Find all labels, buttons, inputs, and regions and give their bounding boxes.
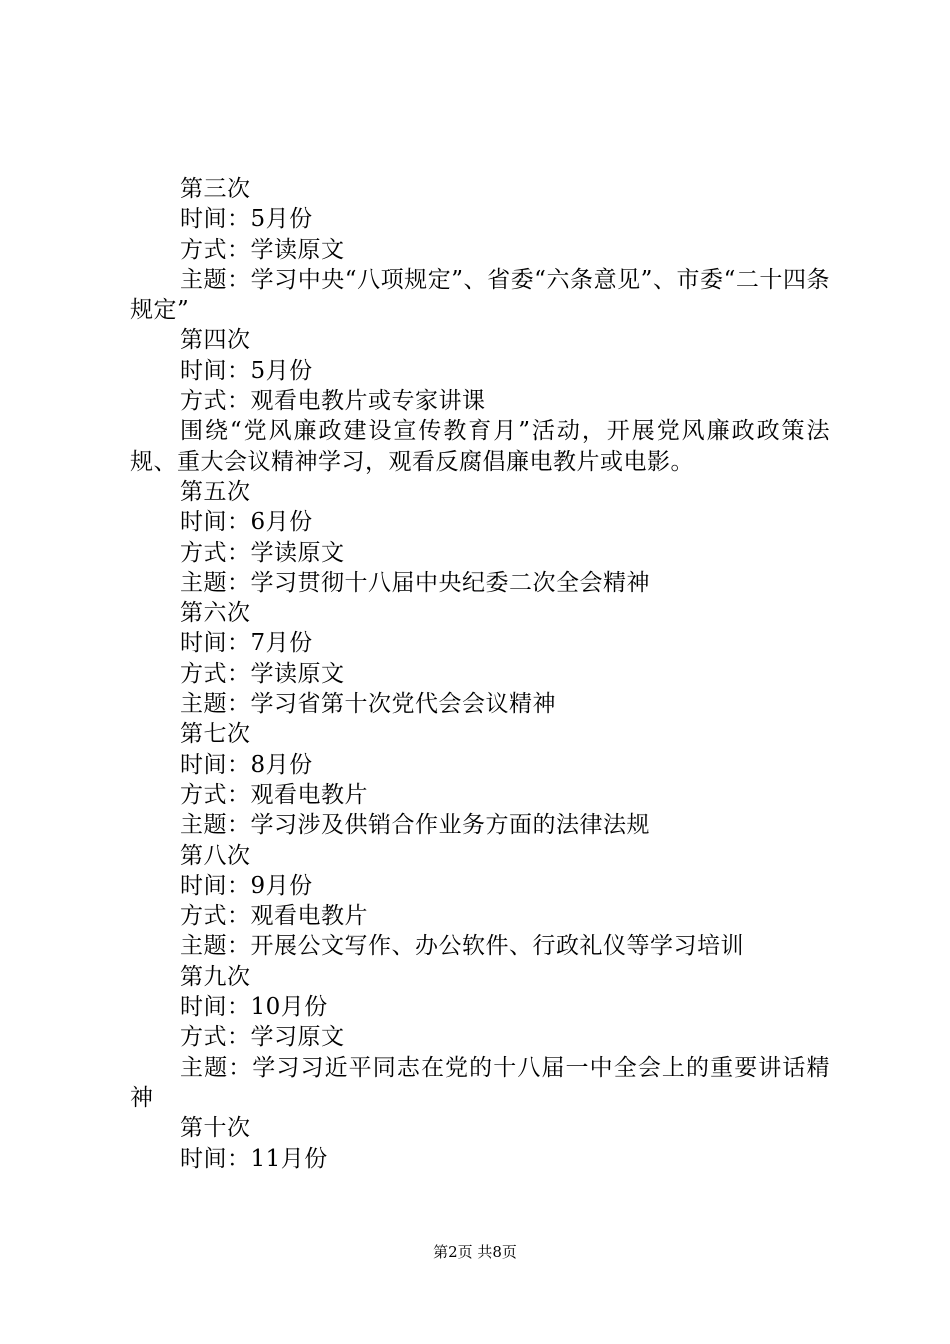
method-line: 方式：学读原文 [180,236,345,263]
time-line: 时间：5月份 [180,357,313,384]
time-line: 时间：5月份 [180,206,313,233]
time-line: 时间：9月份 [180,872,313,899]
section-heading: 第八次 [180,842,251,869]
time-line: 时间：8月份 [180,751,313,778]
method-line: 方式：学读原文 [180,539,345,566]
topic-paragraph: 主题：学习中央“八项规定”、省委“六条意见”、市委“二十四条规定” [130,266,830,324]
topic-line: 主题：学习涉及供销合作业务方面的法律法规 [180,812,650,839]
document-body [130,174,830,1174]
topic-line: 主题：开展公文写作、办公软件、行政礼仪等学习培训 [180,933,744,960]
section-heading: 第六次 [180,600,251,627]
method-line: 方式：学习原文 [180,1024,345,1051]
page-indicator: 第2页 共8页 [433,1243,517,1261]
section-heading: 第五次 [180,478,251,505]
section-heading: 第三次 [180,176,251,202]
time-line: 时间：6月份 [180,509,313,536]
time-line: 时间：10月份 [180,994,328,1021]
section-heading: 第九次 [180,963,251,990]
body-paragraph: 围绕“党风廉政建设宣传教育月”活动，开展党风廉政政策法规、重大会议精神学习，观看反腐倡廉电教片或电影。 [130,418,830,475]
time-line: 时间：11月份 [180,1145,328,1172]
section-heading: 第四次 [180,327,251,354]
section-heading: 第十次 [180,1115,251,1142]
page-footer [0,1242,950,1262]
method-line: 方式：观看电教片或专家讲课 [180,388,486,415]
section-heading: 第七次 [180,721,251,748]
topic-paragraph: 主题：学习习近平同志在党的十八届一中全会上的重要讲话精神 [130,1054,830,1111]
method-line: 方式：学读原文 [180,660,345,687]
topic-line: 主题：学习省第十次党代会会议精神 [180,691,556,718]
method-line: 方式：观看电教片 [180,903,368,930]
topic-line: 主题：学习贯彻十八届中央纪委二次全会精神 [180,569,650,596]
method-line: 方式：观看电教片 [180,781,368,808]
time-line: 时间：7月份 [180,630,313,657]
